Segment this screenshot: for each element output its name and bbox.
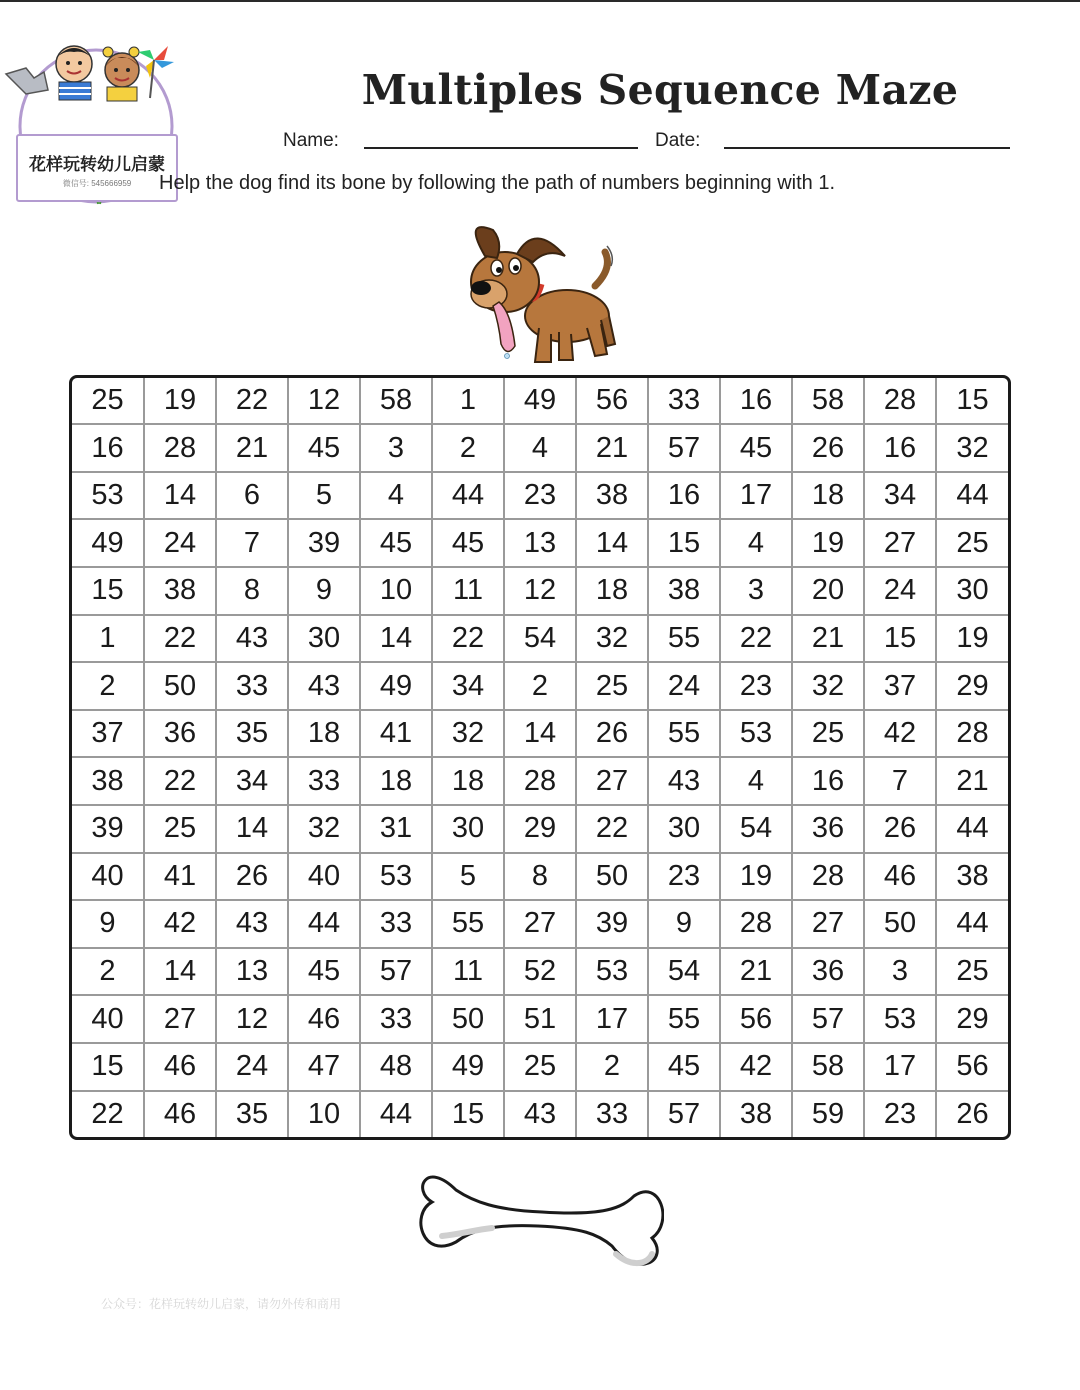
maze-cell[interactable]: 6 [216,472,288,520]
maze-cell[interactable]: 53 [576,948,648,996]
maze-cell[interactable]: 46 [864,853,936,901]
maze-cell[interactable]: 16 [792,757,864,805]
maze-cell[interactable]: 12 [216,995,288,1043]
maze-cell[interactable]: 32 [792,662,864,710]
maze-cell[interactable]: 46 [144,1043,216,1091]
maze-row [72,1043,1008,1091]
maze-cell[interactable]: 55 [648,710,720,758]
maze-cell[interactable]: 44 [936,900,1008,948]
maze-cell[interactable]: 50 [432,995,504,1043]
maze-cell[interactable]: 39 [72,805,144,853]
maze-cell[interactable]: 43 [504,1091,576,1137]
maze-cell[interactable]: 45 [720,424,792,472]
maze-cell[interactable]: 15 [648,519,720,567]
maze-cell[interactable]: 21 [576,424,648,472]
maze-cell[interactable]: 54 [648,948,720,996]
maze-cell[interactable]: 31 [360,805,432,853]
maze-cell[interactable]: 20 [792,567,864,615]
maze-cell[interactable]: 18 [576,567,648,615]
maze-cell[interactable]: 14 [504,710,576,758]
maze-cell[interactable]: 23 [648,853,720,901]
maze-cell[interactable]: 41 [360,710,432,758]
maze-cell[interactable]: 32 [576,615,648,663]
maze-cell[interactable]: 46 [288,995,360,1043]
maze-row [72,378,1008,424]
maze-cell[interactable]: 36 [792,948,864,996]
maze-cell[interactable]: 28 [144,424,216,472]
maze-cell[interactable]: 45 [288,948,360,996]
maze-cell[interactable]: 18 [432,757,504,805]
maze-cell[interactable]: 30 [288,615,360,663]
maze-cell[interactable]: 12 [288,378,360,424]
maze-cell[interactable]: 45 [648,1043,720,1091]
maze-cell[interactable]: 25 [144,805,216,853]
maze-cell[interactable]: 55 [648,615,720,663]
maze-grid [72,378,1008,1137]
maze-cell[interactable]: 21 [216,424,288,472]
maze-cell[interactable]: 24 [648,662,720,710]
maze-cell[interactable]: 8 [216,567,288,615]
maze-cell[interactable]: 53 [360,853,432,901]
maze-cell[interactable]: 29 [936,995,1008,1043]
top-rule [0,0,1080,2]
maze-cell[interactable]: 13 [504,519,576,567]
maze-cell[interactable]: 35 [216,1091,288,1137]
maze-cell[interactable]: 22 [576,805,648,853]
maze-row [72,853,1008,901]
maze-cell[interactable]: 5 [288,472,360,520]
maze-cell[interactable]: 15 [864,615,936,663]
maze-cell[interactable]: 15 [72,567,144,615]
maze-cell[interactable]: 19 [144,378,216,424]
maze-cell[interactable]: 26 [936,1091,1008,1137]
maze-cell[interactable]: 36 [144,710,216,758]
maze-row [72,1091,1008,1137]
maze-row [72,948,1008,996]
maze-cell[interactable]: 56 [720,995,792,1043]
maze-cell[interactable]: 27 [504,900,576,948]
maze-cell[interactable]: 28 [936,710,1008,758]
maze-cell[interactable]: 45 [432,519,504,567]
maze-cell[interactable]: 22 [216,378,288,424]
name-field[interactable] [364,147,638,149]
instructions: Help the dog find its bone by following the path of numbers beginning with 1. [159,172,835,194]
maze-cell[interactable]: 21 [936,757,1008,805]
maze-cell[interactable]: 49 [432,1043,504,1091]
maze-cell[interactable]: 24 [216,1043,288,1091]
maze-cell[interactable]: 57 [792,995,864,1043]
maze-cell[interactable]: 14 [144,472,216,520]
maze-cell[interactable]: 34 [432,662,504,710]
maze-cell[interactable]: 2 [576,1043,648,1091]
maze-cell[interactable]: 2 [72,662,144,710]
maze-cell[interactable]: 25 [792,710,864,758]
maze-cell[interactable]: 26 [864,805,936,853]
maze-cell[interactable]: 46 [144,1091,216,1137]
maze-cell[interactable]: 38 [576,472,648,520]
maze-cell[interactable]: 22 [144,615,216,663]
maze-cell[interactable]: 32 [936,424,1008,472]
maze-cell[interactable]: 17 [864,1043,936,1091]
maze-cell[interactable]: 45 [360,519,432,567]
maze-cell[interactable]: 47 [288,1043,360,1091]
maze-cell[interactable]: 26 [216,853,288,901]
maze-cell[interactable]: 2 [72,948,144,996]
maze-cell[interactable]: 4 [720,519,792,567]
maze-cell[interactable]: 23 [504,472,576,520]
logo-card [16,134,178,202]
maze-cell[interactable]: 16 [648,472,720,520]
maze-cell[interactable]: 36 [792,805,864,853]
maze-cell[interactable]: 44 [432,472,504,520]
maze-cell[interactable]: 18 [360,757,432,805]
maze-cell[interactable]: 56 [936,1043,1008,1091]
watermark: 公众号：花样玩转幼儿启蒙，请勿外传和商用 [101,1297,342,1311]
maze-cell[interactable]: 22 [144,757,216,805]
maze-cell[interactable]: 39 [288,519,360,567]
maze-cell[interactable]: 44 [936,472,1008,520]
maze-cell[interactable]: 25 [936,948,1008,996]
maze-cell[interactable]: 45 [288,424,360,472]
maze-cell[interactable]: 34 [864,472,936,520]
maze-cell[interactable]: 30 [936,567,1008,615]
maze-cell[interactable]: 48 [360,1043,432,1091]
maze-cell[interactable]: 38 [144,567,216,615]
maze-cell[interactable]: 59 [792,1091,864,1137]
maze-cell[interactable]: 19 [936,615,1008,663]
maze-cell[interactable]: 11 [432,567,504,615]
maze-cell[interactable]: 40 [288,853,360,901]
maze-cell[interactable]: 15 [936,378,1008,424]
maze-cell[interactable]: 57 [648,424,720,472]
maze-cell[interactable]: 8 [504,853,576,901]
maze-cell[interactable]: 54 [720,805,792,853]
maze-row [72,805,1008,853]
maze-row [72,662,1008,710]
maze-cell[interactable]: 55 [648,995,720,1043]
maze-cell[interactable]: 21 [720,948,792,996]
maze-cell[interactable]: 30 [432,805,504,853]
maze-cell[interactable]: 42 [720,1043,792,1091]
maze-cell[interactable]: 37 [864,662,936,710]
maze-cell[interactable]: 26 [576,710,648,758]
maze-cell[interactable]: 19 [792,519,864,567]
maze-cell[interactable]: 43 [216,615,288,663]
maze-cell[interactable]: 19 [720,853,792,901]
maze-cell[interactable]: 9 [648,900,720,948]
maze-cell[interactable]: 58 [792,1043,864,1091]
maze-cell[interactable]: 49 [360,662,432,710]
maze-cell[interactable]: 53 [720,710,792,758]
maze-cell[interactable]: 16 [720,378,792,424]
maze-cell[interactable]: 22 [432,615,504,663]
maze-row [72,424,1008,472]
maze-cell[interactable]: 27 [576,757,648,805]
maze-cell[interactable]: 50 [576,853,648,901]
maze-cell[interactable]: 21 [792,615,864,663]
maze-cell[interactable]: 50 [144,662,216,710]
maze-cell[interactable]: 29 [504,805,576,853]
maze-cell[interactable]: 10 [360,567,432,615]
maze-cell[interactable]: 27 [792,900,864,948]
maze-row [72,757,1008,805]
logo [4,38,180,210]
maze-cell[interactable]: 42 [864,710,936,758]
date-label: Date: [655,130,701,151]
page-title: Multiples Sequence Maze [361,66,959,114]
maze-cell[interactable]: 38 [648,567,720,615]
maze-cell[interactable]: 28 [504,757,576,805]
logo-title: 花样玩转幼儿启蒙 [29,155,165,175]
maze-cell[interactable]: 35 [216,710,288,758]
maze-cell[interactable]: 33 [648,378,720,424]
maze-cell[interactable]: 25 [936,519,1008,567]
maze-cell[interactable]: 14 [576,519,648,567]
maze-cell[interactable]: 9 [288,567,360,615]
maze-cell[interactable]: 4 [504,424,576,472]
maze-cell[interactable]: 12 [504,567,576,615]
maze-cell[interactable]: 2 [432,424,504,472]
maze-cell[interactable]: 38 [936,853,1008,901]
maze-cell[interactable]: 44 [288,900,360,948]
maze-cell[interactable]: 32 [288,805,360,853]
maze-cell[interactable]: 24 [864,567,936,615]
maze-cell[interactable]: 50 [864,900,936,948]
maze-cell[interactable]: 28 [720,900,792,948]
maze-cell[interactable]: 10 [288,1091,360,1137]
maze-cell[interactable]: 28 [792,853,864,901]
maze-row [72,710,1008,758]
maze-cell[interactable]: 49 [72,519,144,567]
maze-cell[interactable]: 22 [72,1091,144,1137]
maze-cell[interactable]: 38 [720,1091,792,1137]
maze-cell[interactable]: 34 [216,757,288,805]
maze-row [72,472,1008,520]
maze-row [72,995,1008,1043]
maze-cell[interactable]: 7 [216,519,288,567]
maze-cell[interactable]: 14 [144,948,216,996]
maze-cell[interactable]: 5 [432,853,504,901]
maze-cell[interactable]: 25 [504,1043,576,1091]
maze-cell[interactable]: 3 [720,567,792,615]
number-maze [69,375,1011,1140]
maze-cell[interactable]: 14 [216,805,288,853]
maze-cell[interactable]: 7 [864,757,936,805]
maze-cell[interactable]: 25 [72,378,144,424]
maze-cell[interactable]: 24 [144,519,216,567]
maze-cell[interactable]: 43 [216,900,288,948]
maze-cell[interactable]: 23 [720,662,792,710]
maze-cell[interactable]: 26 [792,424,864,472]
maze-cell[interactable]: 33 [576,1091,648,1137]
maze-cell[interactable]: 11 [432,948,504,996]
maze-cell[interactable]: 15 [432,1091,504,1137]
maze-cell[interactable]: 15 [72,1043,144,1091]
maze-cell[interactable]: 17 [576,995,648,1043]
maze-cell[interactable]: 28 [864,378,936,424]
maze-cell[interactable]: 25 [576,662,648,710]
maze-cell[interactable]: 33 [216,662,288,710]
maze-cell[interactable]: 41 [144,853,216,901]
maze-cell[interactable]: 55 [432,900,504,948]
maze-cell[interactable]: 13 [216,948,288,996]
maze-cell[interactable]: 30 [648,805,720,853]
maze-cell[interactable]: 33 [360,900,432,948]
maze-cell[interactable]: 17 [720,472,792,520]
maze-cell[interactable]: 2 [504,662,576,710]
dog-icon [455,216,625,372]
maze-row [72,519,1008,567]
maze-cell[interactable]: 58 [792,378,864,424]
maze-cell[interactable]: 27 [864,519,936,567]
maze-cell[interactable]: 23 [864,1091,936,1137]
maze-cell[interactable]: 9 [72,900,144,948]
logo-subtitle: 微信号: 545666959 [62,179,132,188]
bone-icon [412,1150,664,1290]
maze-cell[interactable]: 38 [72,757,144,805]
maze-cell[interactable]: 44 [360,1091,432,1137]
maze-cell[interactable]: 43 [648,757,720,805]
maze-cell[interactable]: 14 [360,615,432,663]
maze-row [72,567,1008,615]
maze-cell[interactable]: 42 [144,900,216,948]
maze-cell[interactable]: 16 [864,424,936,472]
maze-cell[interactable]: 1 [72,615,144,663]
maze-cell[interactable]: 3 [360,424,432,472]
maze-cell[interactable]: 43 [288,662,360,710]
maze-cell[interactable]: 51 [504,995,576,1043]
maze-cell[interactable]: 53 [72,472,144,520]
maze-cell[interactable]: 57 [360,948,432,996]
maze-cell[interactable]: 22 [720,615,792,663]
maze-cell[interactable]: 4 [720,757,792,805]
maze-cell[interactable]: 16 [72,424,144,472]
maze-cell[interactable]: 53 [864,995,936,1043]
name-label: Name: [283,130,339,151]
maze-cell[interactable]: 18 [792,472,864,520]
maze-cell[interactable]: 56 [576,378,648,424]
maze-cell[interactable]: 1 [432,378,504,424]
maze-cell[interactable]: 27 [144,995,216,1043]
maze-cell[interactable]: 58 [360,378,432,424]
maze-row [72,900,1008,948]
maze-cell[interactable]: 57 [648,1091,720,1137]
maze-cell[interactable]: 4 [360,472,432,520]
maze-cell[interactable]: 33 [288,757,360,805]
maze-cell[interactable]: 37 [72,710,144,758]
maze-cell[interactable]: 40 [72,995,144,1043]
maze-cell[interactable]: 49 [504,378,576,424]
maze-cell[interactable]: 3 [864,948,936,996]
maze-row [72,615,1008,663]
maze-cell[interactable]: 29 [936,662,1008,710]
maze-cell[interactable]: 40 [72,853,144,901]
maze-cell[interactable]: 39 [576,900,648,948]
date-field[interactable] [724,147,1010,149]
maze-cell[interactable]: 18 [288,710,360,758]
maze-cell[interactable]: 32 [432,710,504,758]
maze-cell[interactable]: 54 [504,615,576,663]
maze-cell[interactable]: 44 [936,805,1008,853]
maze-cell[interactable]: 33 [360,995,432,1043]
maze-cell[interactable]: 52 [504,948,576,996]
